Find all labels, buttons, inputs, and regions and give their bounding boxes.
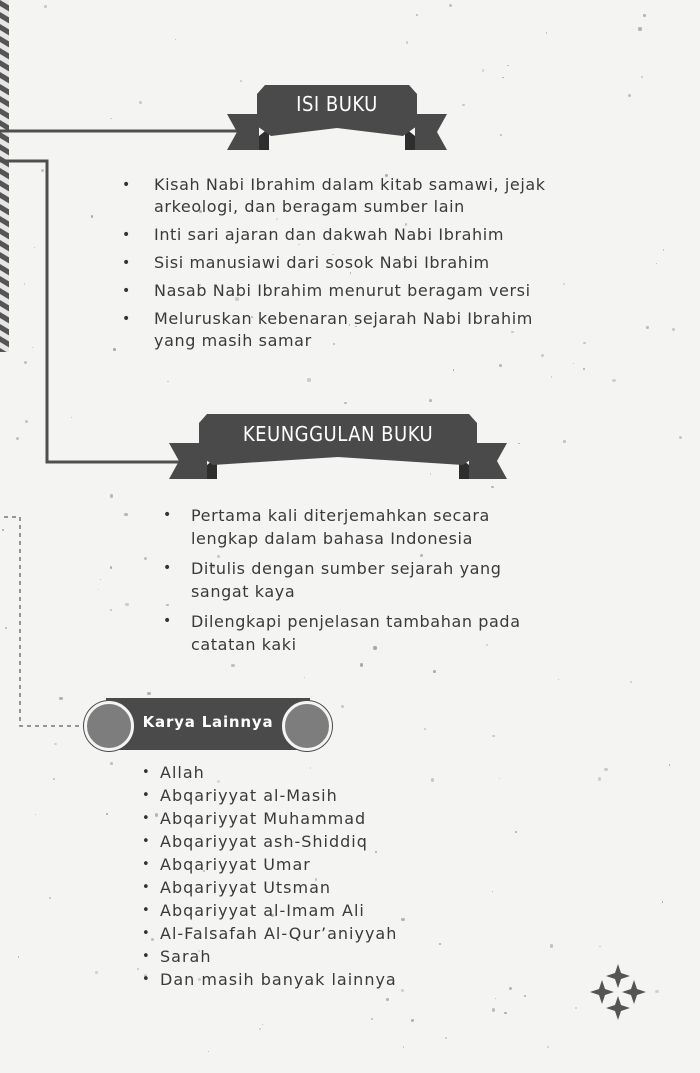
list-item: • Abqariyyat al-Masih	[142, 784, 462, 807]
list-item: • Nasab Nabi Ibrahim menurut beragam versi	[122, 280, 572, 302]
star-ornament-icon	[589, 963, 647, 1021]
list-item: • Abqariyyat Muhammad	[142, 807, 462, 830]
keunggulan-buku-list	[163, 504, 543, 663]
isi-buku-banner	[227, 84, 447, 152]
isi-buku-list	[122, 174, 572, 358]
list-item: • Abqariyyat al-Imam Ali	[142, 899, 462, 922]
list-item: • Allah	[142, 761, 462, 784]
list-item: • Abqariyyat ash-Shiddiq	[142, 830, 462, 853]
keunggulan-buku-banner	[169, 413, 507, 481]
list-item: • Abqariyyat Umar	[142, 853, 462, 876]
list-item: • Pertama kali diterjemahkan secara lengkap dalam bahasa Indonesia	[163, 504, 543, 550]
list-item: • Ditulis dengan sumber sejarah yang sangat kaya	[163, 557, 543, 603]
list-item: • Meluruskan kebenaran sejarah Nabi Ibrahim yang masih samar	[122, 308, 572, 352]
karya-lainnya-label	[84, 697, 332, 751]
list-item: • Al-Falsafah Al-Qur’aniyyah	[142, 922, 462, 945]
list-item: • Sarah	[142, 945, 462, 968]
list-item: • Inti sari ajaran dan dakwah Nabi Ibrahim	[122, 224, 572, 246]
section-title: ISI BUKU	[296, 92, 378, 116]
list-item: • Sisi manusiawi dari sosok Nabi Ibrahim	[122, 252, 572, 274]
list-item: • Dilengkapi penjelasan tambahan pada catatan kaki	[163, 610, 543, 656]
list-item: • Abqariyyat Utsman	[142, 876, 462, 899]
section-title: KEUNGGULAN BUKU	[242, 422, 434, 446]
list-item: • Kisah Nabi Ibrahim dalam kitab samawi, jejak arkeologi, dan beragam sumber lain	[122, 174, 572, 218]
karya-lainnya-list	[142, 761, 462, 991]
section-title: Karya Lainnya	[142, 713, 274, 731]
list-item: • Dan masih banyak lainnya	[142, 968, 462, 991]
